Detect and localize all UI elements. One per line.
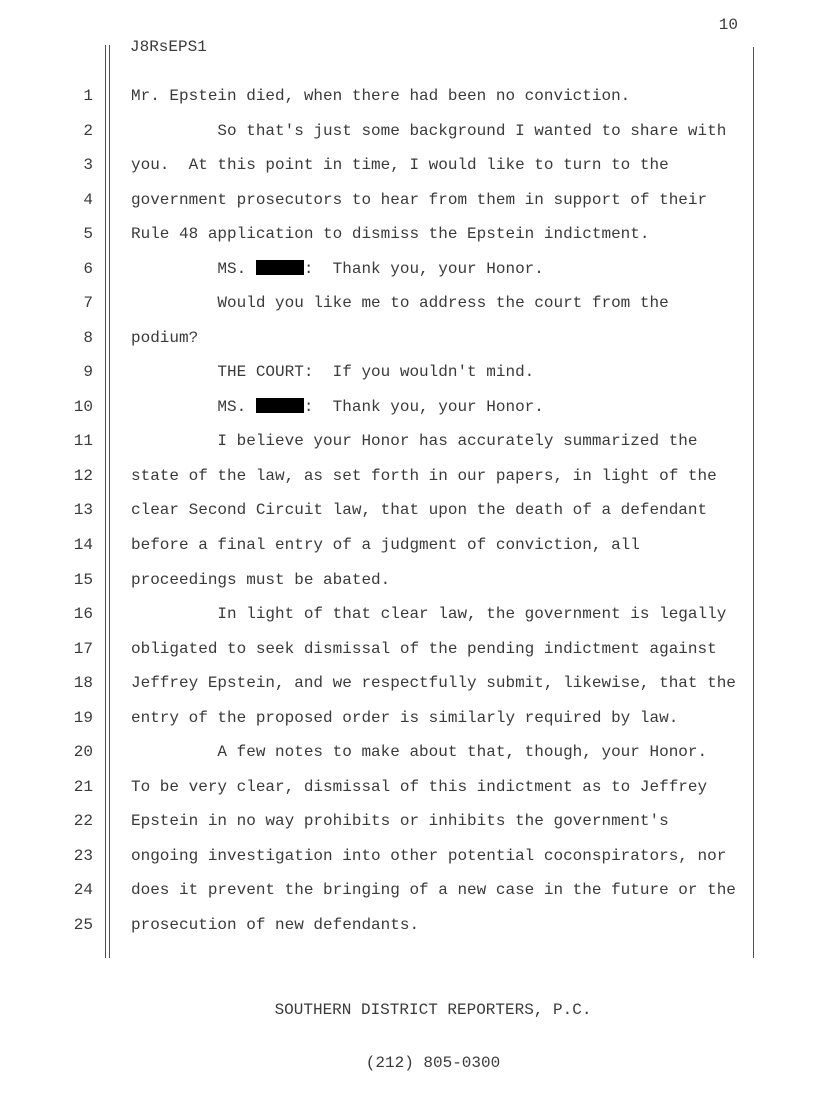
- line-text: In light of that clear law, the government is legally: [131, 605, 727, 624]
- line-text: proceedings must be abated.: [131, 570, 391, 589]
- line-number: 17: [73, 639, 93, 658]
- line-text: Rule 48 application to dismiss the Epstein indictment.: [131, 225, 650, 244]
- line-number: 21: [73, 777, 93, 796]
- line-text: government prosecutors to hear from them in support of their: [131, 190, 708, 209]
- line-text: MS. : Thank you, your Honor.: [131, 397, 544, 416]
- line-text: MS. : Thank you, your Honor.: [131, 259, 544, 278]
- transcript-line: [0, 225, 816, 247]
- line-text: Would you like me to address the court from the: [131, 294, 669, 313]
- transcript-line: [0, 743, 816, 765]
- line-text: obligated to seek dismissal of the pending indictment against: [131, 639, 717, 658]
- transcript-line: [0, 467, 816, 489]
- line-text: THE COURT: If you wouldn't mind.: [131, 363, 535, 382]
- line-number: 19: [73, 708, 93, 727]
- transcript-line: [0, 363, 816, 385]
- line-text: To be very clear, dismissal of this indictment as to Jeffrey: [131, 777, 708, 796]
- line-text: clear Second Circuit law, that upon the death of a defendant: [131, 501, 708, 520]
- header-code: J8RsEPS1: [130, 38, 207, 56]
- line-number: 23: [73, 846, 93, 865]
- line-text: you. At this point in time, I would like to turn to the: [131, 156, 669, 175]
- transcript-line: [0, 881, 816, 903]
- line-number: 25: [73, 915, 93, 934]
- line-number: 20: [73, 743, 93, 762]
- line-text: ongoing investigation into other potential coconspirators, nor: [131, 846, 727, 865]
- transcript-line: [0, 916, 816, 938]
- transcript-line: [0, 191, 816, 213]
- line-text: does it prevent the bringing of a new case in the future or the: [131, 881, 736, 900]
- redaction-box: [256, 260, 304, 275]
- footer: [131, 967, 735, 1107]
- transcript-line: [0, 571, 816, 593]
- line-number: 16: [73, 605, 93, 624]
- line-number: 1: [83, 87, 93, 105]
- footer-reporter: SOUTHERN DISTRICT REPORTERS, P.C.: [274, 1001, 592, 1019]
- transcript-line: [0, 398, 816, 420]
- transcript-line: [0, 536, 816, 558]
- line-number: 9: [83, 363, 93, 382]
- line-number: 22: [73, 812, 93, 831]
- line-text: entry of the proposed order is similarly required by law.: [131, 708, 679, 727]
- transcript-line: [0, 156, 816, 178]
- line-number: 2: [83, 121, 93, 140]
- transcript-line: [0, 432, 816, 454]
- transcript-line: [0, 260, 816, 282]
- transcript-line: [0, 674, 816, 696]
- transcript-line: [0, 501, 816, 523]
- transcript-line: [0, 87, 816, 109]
- transcript-line: [0, 640, 816, 662]
- line-text: Mr. Epstein died, when there had been no conviction.: [131, 87, 631, 105]
- line-text: I believe your Honor has accurately summarized the: [131, 432, 698, 451]
- line-text: podium?: [131, 328, 199, 347]
- line-text: state of the law, as set forth in our papers, in light of the: [131, 466, 717, 485]
- line-number: 24: [73, 881, 93, 900]
- line-number: 10: [73, 397, 93, 416]
- line-number: 7: [83, 294, 93, 313]
- transcript-line: [0, 812, 816, 834]
- line-text: A few notes to make about that, though, your Honor.: [131, 743, 708, 762]
- line-number: 11: [73, 432, 93, 451]
- transcript-line: [0, 605, 816, 627]
- transcript-line: [0, 329, 816, 351]
- line-number: 5: [83, 225, 93, 244]
- line-number: 14: [73, 536, 93, 555]
- line-text: So that's just some background I wanted to share with: [131, 121, 727, 140]
- line-number: 13: [73, 501, 93, 520]
- line-number: 15: [73, 570, 93, 589]
- transcript-line: [0, 122, 816, 144]
- line-number: 8: [83, 328, 93, 347]
- transcript-line: [0, 709, 816, 731]
- line-number: 18: [73, 674, 93, 693]
- transcript-line: [0, 294, 816, 316]
- line-text: prosecution of new defendants.: [131, 915, 420, 934]
- line-number: 3: [83, 156, 93, 175]
- line-number: 4: [83, 190, 93, 209]
- line-text: Epstein in no way prohibits or inhibits the government's: [131, 812, 669, 831]
- transcript-line: [0, 847, 816, 869]
- transcript-line: [0, 778, 816, 800]
- line-text: before a final entry of a judgment of conviction, all: [131, 536, 640, 555]
- page-number: 10: [718, 16, 738, 34]
- line-number: 12: [73, 466, 93, 485]
- footer-phone: (212) 805-0300: [365, 1053, 501, 1072]
- line-text: Jeffrey Epstein, and we respectfully submit, likewise, that the: [131, 674, 736, 693]
- line-number: 6: [83, 259, 93, 278]
- redaction-box: [256, 398, 304, 413]
